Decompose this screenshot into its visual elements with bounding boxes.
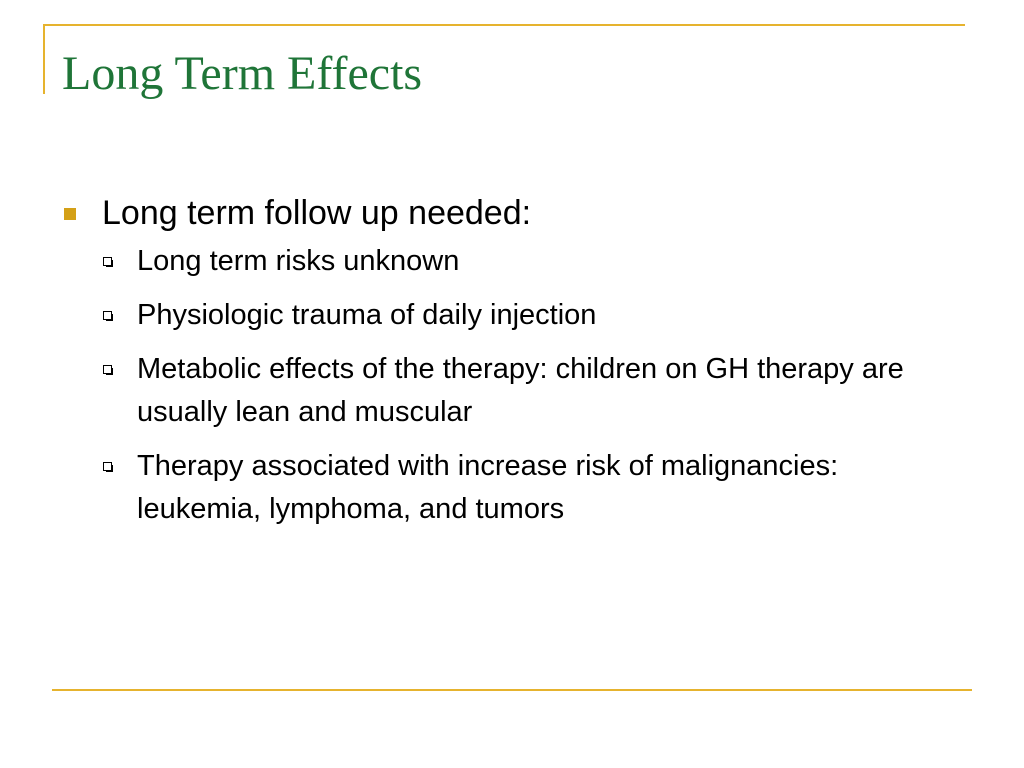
sub-bullet-text: Physiologic trauma of daily injection <box>137 299 597 331</box>
bullet-list <box>62 190 962 542</box>
shadowed-square-bullet-icon <box>103 365 112 374</box>
frame-bottom-line <box>52 689 972 691</box>
frame-top-line <box>43 24 965 26</box>
shadowed-square-bullet-icon <box>103 257 112 266</box>
sub-bullet-list <box>62 240 962 531</box>
sub-bullet-text: Therapy associated with increase risk of malignancies: leukemia, lymphoma, and tumors <box>137 450 839 525</box>
bullet-item <box>62 190 962 236</box>
filled-square-bullet-icon <box>64 208 76 220</box>
sub-bullet-item <box>62 240 962 283</box>
sub-bullet-item <box>62 445 962 531</box>
bullet-text: Long term follow up needed: <box>102 194 532 232</box>
shadowed-square-bullet-icon <box>103 311 112 320</box>
sub-bullet-item <box>62 348 962 434</box>
sub-bullet-text: Long term risks unknown <box>137 245 460 277</box>
sub-bullet-item <box>62 294 962 337</box>
frame-left-line <box>43 24 45 94</box>
shadowed-square-bullet-icon <box>103 462 112 471</box>
sub-bullet-text: Metabolic effects of the therapy: children on GH therapy are usually lean and muscular <box>137 353 904 428</box>
slide-title: Long Term Effects <box>62 47 423 100</box>
